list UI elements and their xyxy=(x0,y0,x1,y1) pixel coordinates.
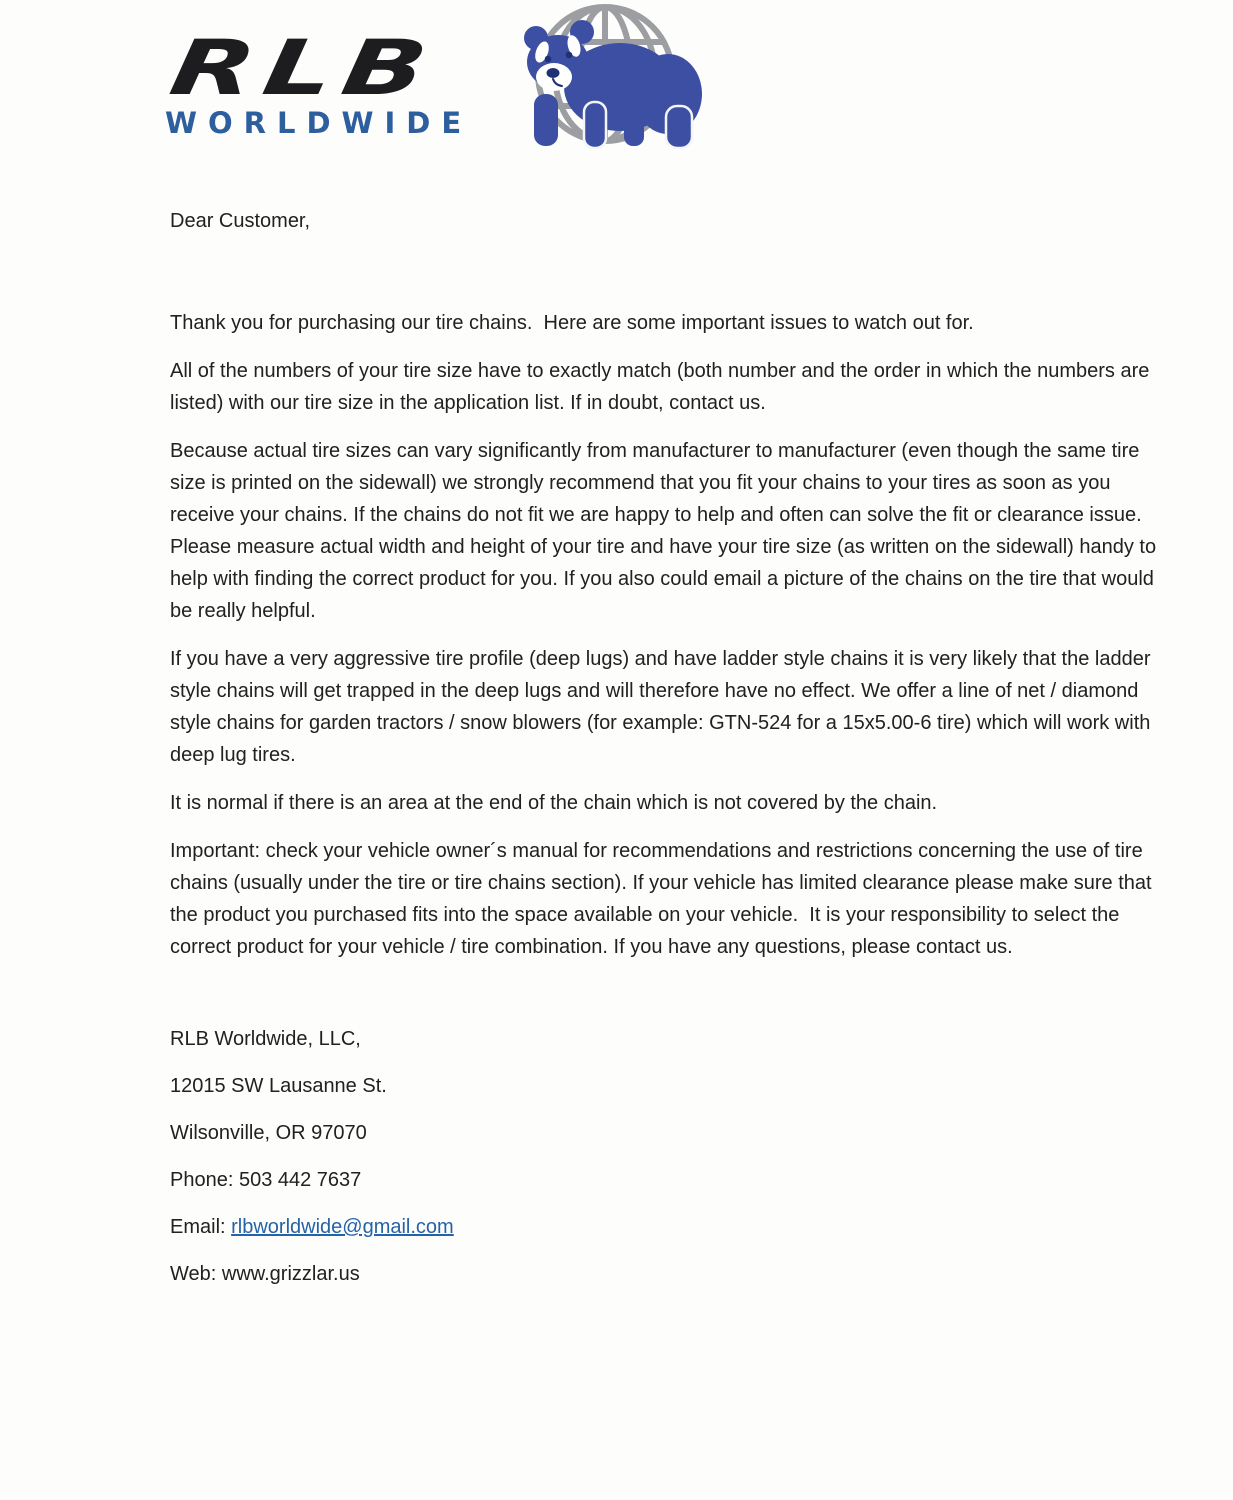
signature-city: Wilsonville, OR 97070 xyxy=(170,1122,367,1144)
signature-street: 12015 SW Lausanne St. xyxy=(170,1075,387,1097)
signature-phone: Phone: 503 442 7637 xyxy=(170,1169,362,1191)
signature-email-line xyxy=(170,1211,1175,1243)
signature-company: RLB Worldwide, LLC, xyxy=(170,1028,361,1050)
email-link[interactable]: rlbworldwide@gmail.com xyxy=(231,1216,454,1238)
para-thank-you: Thank you for purchasing our tire chains. Here are some important issues to watch out for. xyxy=(170,312,974,334)
company-logo xyxy=(165,0,725,160)
para-numbers-match: All of the numbers of your tire size have to exactly match (both number and the order in which the numbers are listed) with our tire size in the application list. If in doubt, contact us. xyxy=(170,360,1155,414)
email-label: Email: xyxy=(170,1216,232,1238)
letter-body xyxy=(170,205,1175,1305)
para-important: Important: check your vehicle owner´s manual for recommendations and restrictions concerning the use of tire chains (usually under the tire or tire chains section). If your vehicle has limited clearance please make sure that the product you purchased fits into the space available on your vehicle. It is your responsibility to select the correct product for your vehicle / tire combination. If you have any questions, please contact us. xyxy=(170,840,1158,958)
signature-web: Web: www.grizzlar.us xyxy=(170,1263,360,1285)
para-tire-sizes-vary: Because actual tire sizes can vary significantly from manufacturer to manufacturer (even though the same tire size is printed on the sidewall) we strongly recommend that you fit your chains to your tires as soon as you receive your chains. If the chains do not fit we are happy to help and often can solve the fit or clearance issue. Please measure actual width and height of your tire and have your tire size (as written on the sidewall) handy to help with finding the correct product for you. If you also could email a picture of the chains on the tire that would be really helpful. xyxy=(170,440,1162,622)
para-chain-end: It is normal if there is an area at the end of the chain which is not covered by the chain. xyxy=(170,792,938,814)
signature-block xyxy=(170,1023,1175,1290)
logo-text-block xyxy=(163,23,495,140)
logo-worldwide-text: WORLDWIDE xyxy=(165,106,473,140)
logo-rlb-text: RLB xyxy=(163,23,444,112)
para-deep-lugs: If you have a very aggressive tire profile (deep lugs) and have ladder style chains it is very likely that the ladder style chains will get trapped in the deep lugs and will therefore have no effect. We offer a line of net / diamond style chains for garden tractors / snow blowers (for example: GTN-524 for a 15x5.00-6 tire) which will work with deep lug tires. xyxy=(170,648,1157,766)
bear-globe-icon xyxy=(520,2,710,152)
salutation: Dear Customer, xyxy=(170,210,311,232)
